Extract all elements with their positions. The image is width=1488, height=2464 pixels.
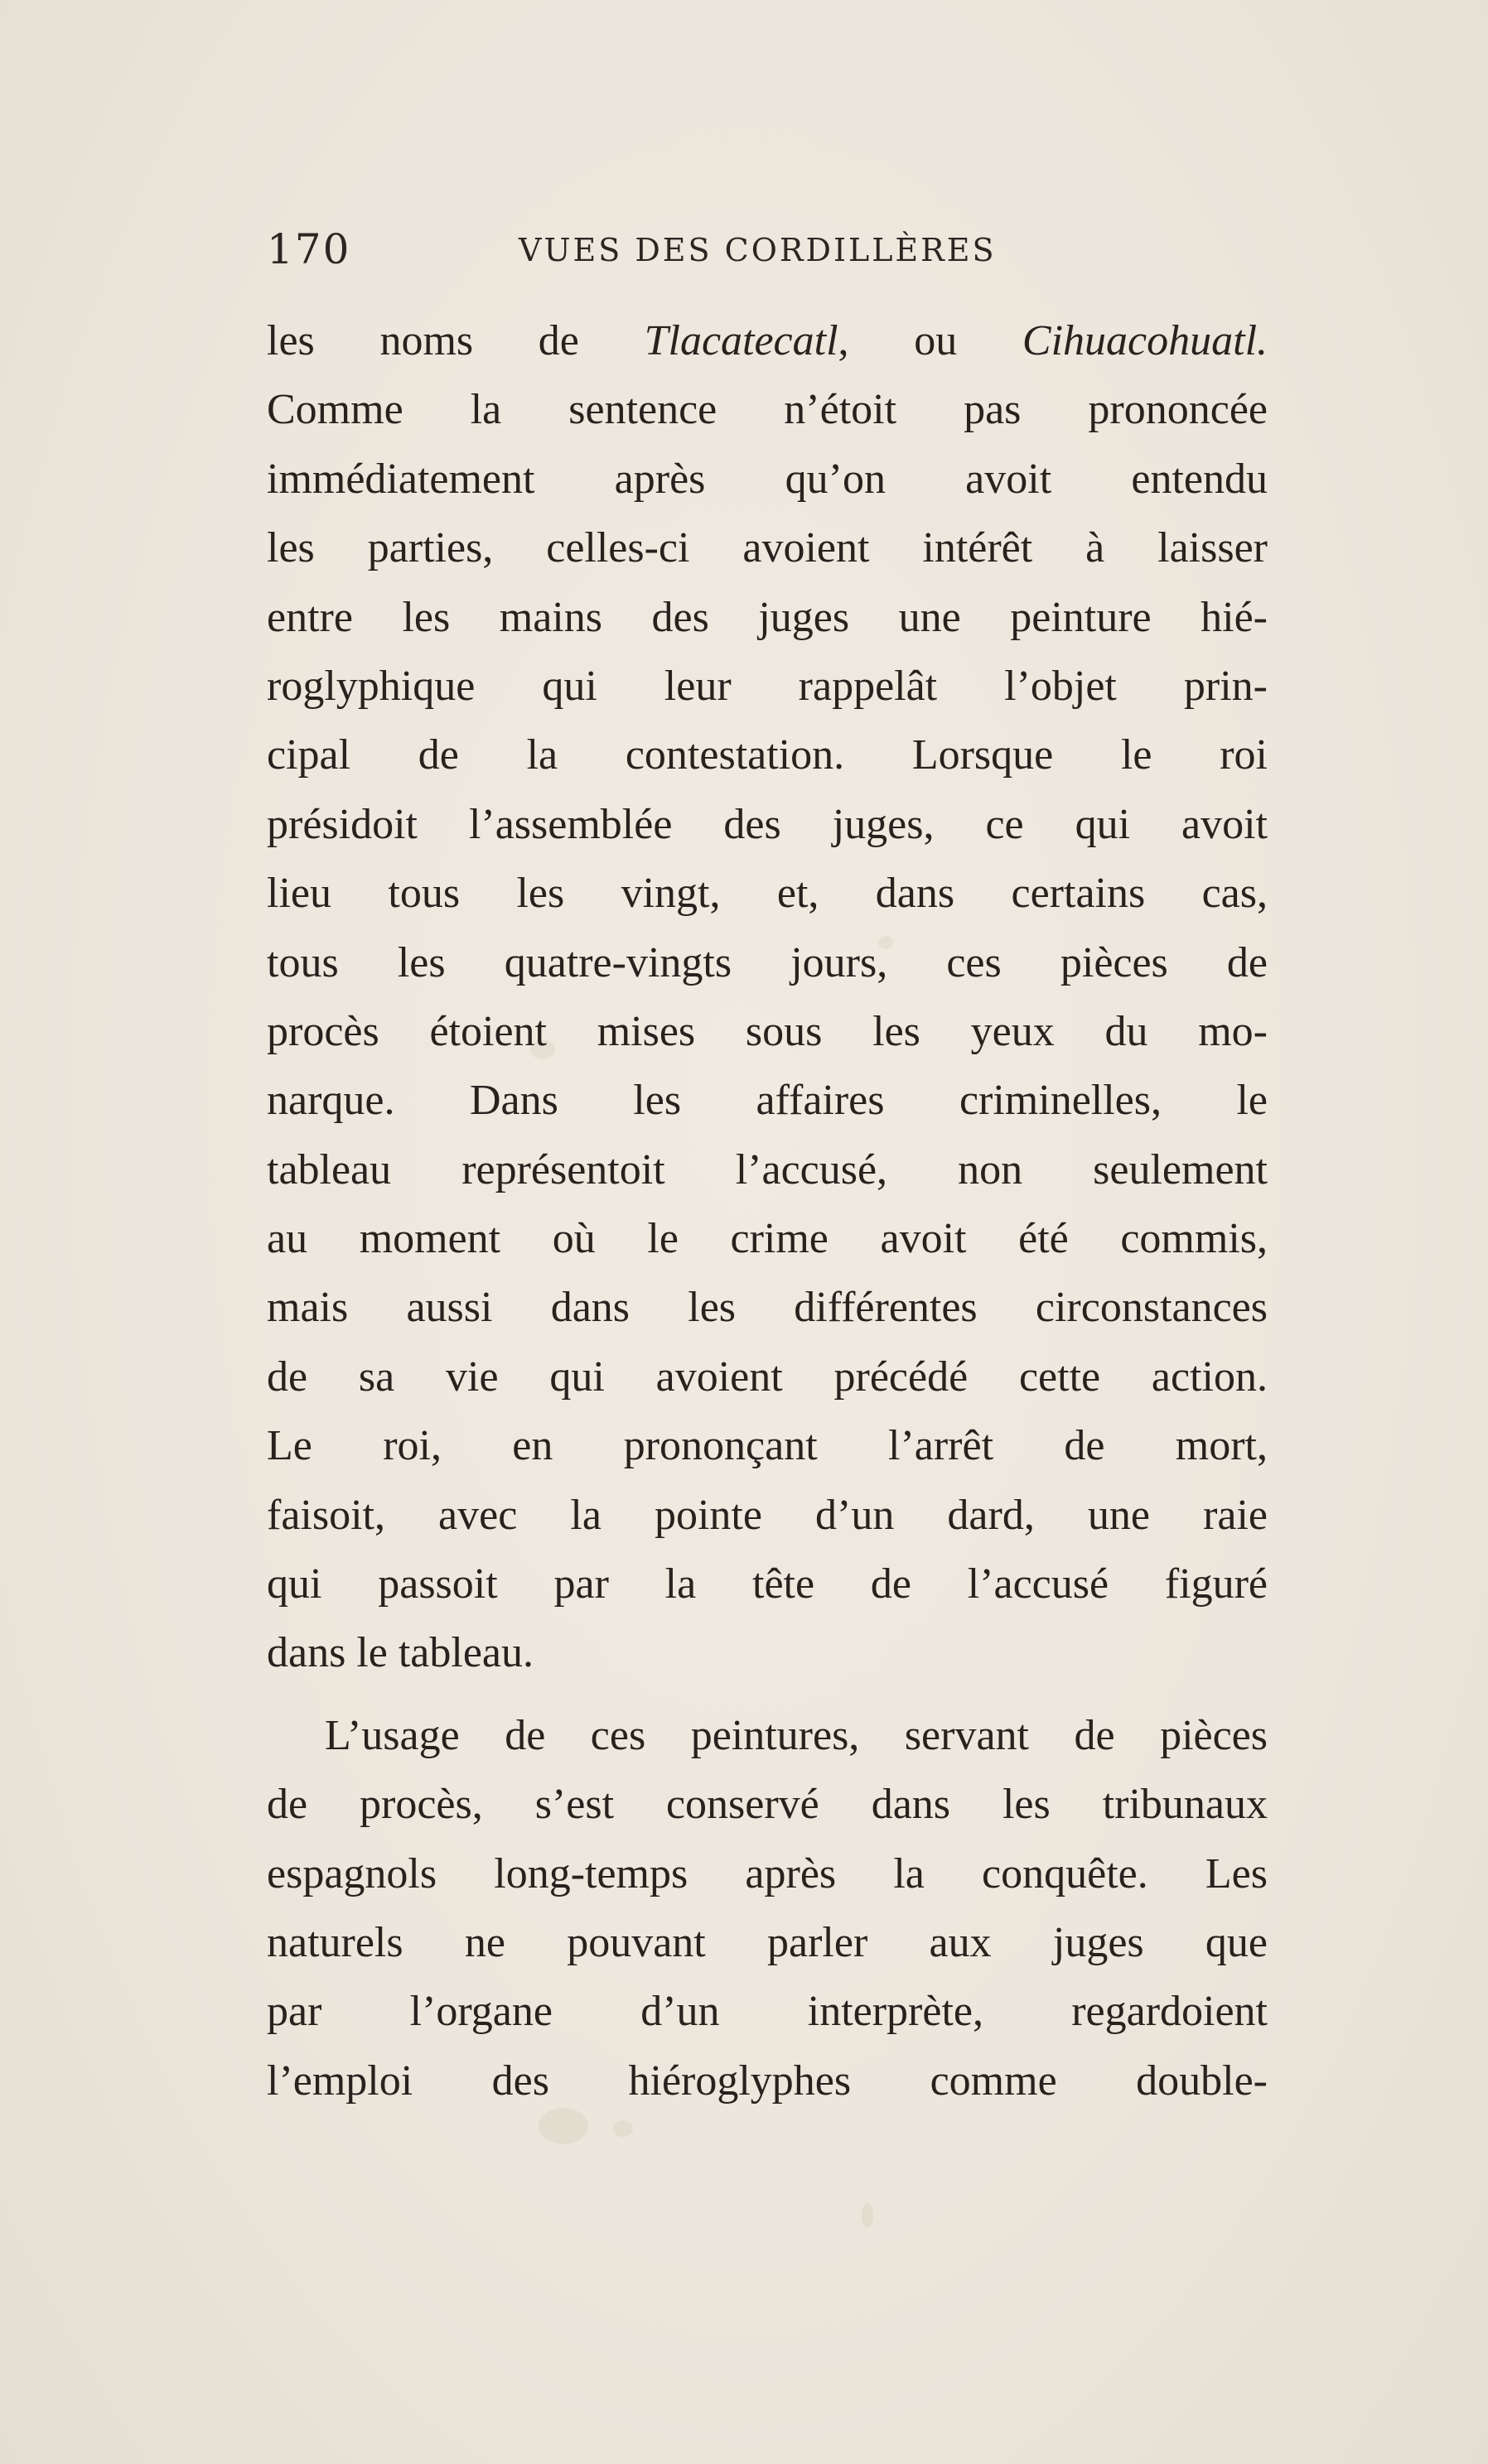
name-cihuacohuatl: Cihuacohuatl. bbox=[1022, 317, 1268, 364]
text-line: mais aussi dans les différentes circonstances bbox=[267, 1284, 1268, 1332]
page-header bbox=[267, 225, 1294, 283]
text-line: au moment où le crime avoit été commis, bbox=[267, 1215, 1268, 1263]
text-line: tous les quatre-vingts jours, ces pièces de bbox=[267, 938, 1268, 986]
text-line: qui passoit par la tête de l’accusé figuré bbox=[267, 1560, 1268, 1608]
name-tlacatecatl: Tlacatecatl bbox=[644, 317, 838, 364]
text-line: Comme la sentence n’étoit pas prononcée bbox=[267, 386, 1268, 434]
paper-spot bbox=[613, 2120, 633, 2137]
text-line: Le roi, en prononçant l’arrêt de mort, bbox=[267, 1422, 1268, 1470]
page-number: 170 bbox=[267, 225, 351, 273]
text-line: par l’organe d’un interprète, regardoient bbox=[267, 1988, 1268, 2036]
text-line: dans le tableau. bbox=[267, 1629, 534, 1677]
text-line: l’emploi des hiéroglyphes comme double- bbox=[267, 2057, 1268, 2105]
running-title: VUES DES CORDILLÈRES bbox=[519, 232, 997, 268]
text-line: de sa vie qui avoient précédé cette action. bbox=[267, 1353, 1268, 1401]
paragraph-gap bbox=[267, 1688, 1268, 1701]
text-line: entre les mains des juges une peinture hié- bbox=[267, 593, 1268, 641]
text-line: naturels ne pouvant parler aux juges que bbox=[267, 1918, 1268, 1966]
text-line: tableau représentoit l’accusé, non seulement bbox=[267, 1145, 1268, 1193]
text-line: présidoit l’assemblée des juges, ce qui avoit bbox=[267, 800, 1268, 848]
body-text bbox=[267, 306, 1268, 2115]
text-line: faisoit, avec la pointe d’un dard, une raie bbox=[267, 1491, 1268, 1539]
text-line: L’usage de ces peintures, servant de pièces bbox=[325, 1711, 1268, 1759]
text-line: cipal de la contestation. Lorsque le roi bbox=[267, 731, 1268, 779]
text-line: roglyphique qui leur rappelât l’objet prin- bbox=[267, 662, 1268, 710]
paper-spot bbox=[862, 2203, 873, 2228]
text-line: procès étoient mises sous les yeux du mo- bbox=[267, 1007, 1268, 1055]
text-line: narque. Dans les affaires criminelles, le bbox=[267, 1077, 1268, 1125]
text-line: les parties, celles-ci avoient intérêt à laisser bbox=[267, 524, 1268, 572]
text-line: immédiatement après qu’on avoit entendu bbox=[267, 455, 1268, 503]
text-line: les noms de Tlacatecatl, ou Cihuacohuatl. bbox=[267, 317, 1268, 364]
text-line: lieu tous les vingt, et, dans certains cas, bbox=[267, 870, 1268, 918]
text-line: de procès, s’est conservé dans les tribunaux bbox=[267, 1781, 1268, 1829]
text-line: espagnols long-temps après la conquête. Les bbox=[267, 1849, 1268, 1897]
